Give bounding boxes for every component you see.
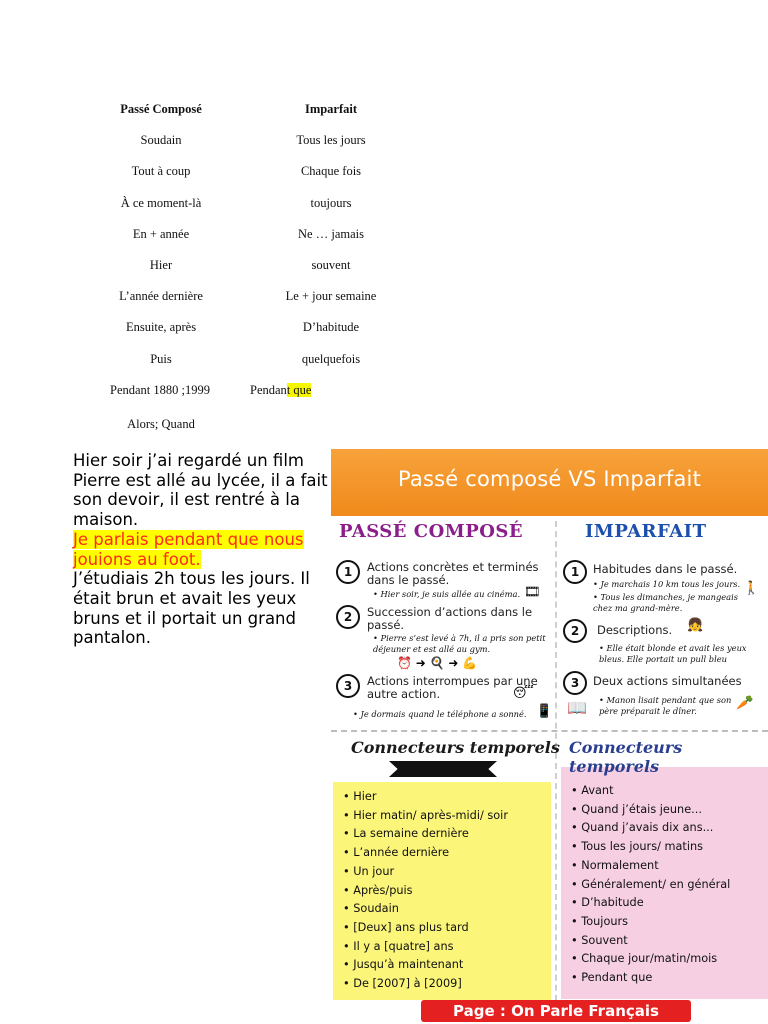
imp-cell: D’habitude xyxy=(302,320,360,334)
imp-cell-pendant-que: Pendant que xyxy=(250,383,312,397)
imp-example-1a: • Je marchais 10 km tous les jours. xyxy=(593,579,743,590)
imp-rule-3: Deux actions simultanées xyxy=(593,674,742,688)
imp-example-1b: • Tous les dimanches, je mangeais chez ma grand-mère. xyxy=(593,592,745,614)
sentence-imparfait: J’étudiais 2h tous les jours. Il était brun et avait les yeux bruns et il portait un grand pantalon. xyxy=(73,569,310,648)
infographic-title: Passé composé VS Imparfait xyxy=(397,467,701,491)
connector-item: • Soudain xyxy=(343,902,399,916)
imp-rule-1: Habitudes dans le passé. xyxy=(593,562,738,576)
pc-cell: Hier xyxy=(149,258,173,272)
pc-cell: Ensuite, après xyxy=(125,320,197,334)
number-2-badge: 2 xyxy=(563,619,587,643)
header-imparfait: Imparfait xyxy=(304,102,358,116)
sentence-passe-compose: Hier soir j’ai regardé un film Pierre est allé au lycée, il a fait son devoir, il est rentré à la maison. xyxy=(73,451,328,530)
imp-cell: Chaque fois xyxy=(300,164,362,178)
section-divider xyxy=(331,730,768,732)
pc-cell: À ce moment-là xyxy=(120,196,202,210)
black-ribbon xyxy=(389,761,497,777)
connector-item: • Il y a [quatre] ans xyxy=(343,939,454,953)
number-3-badge: 3 xyxy=(336,674,360,698)
connector-item: • Hier matin/ après-midi/ soir xyxy=(343,808,508,822)
connector-item: • Hier xyxy=(343,790,377,803)
pc-rule-1: Actions concrètes et terminés dans le passé. xyxy=(367,560,539,587)
pc-rule-3: Actions interrompues par une autre action. xyxy=(367,674,538,701)
connector-item: • Après/puis xyxy=(343,883,413,897)
text-highlight: t que xyxy=(286,383,312,397)
connector-item: • Quand j’étais jeune... xyxy=(571,802,702,816)
connector-item: • Généralement/ en général xyxy=(571,877,731,891)
imp-cell: quelquefois xyxy=(301,352,361,366)
phone-icon: 📱 xyxy=(536,704,553,719)
pc-cell: Puis xyxy=(150,352,172,366)
connector-item: • La semaine dernière xyxy=(343,827,469,841)
reading-child-icon: 📖 xyxy=(567,698,587,717)
connector-item: • L’année dernière xyxy=(343,846,450,860)
header-passe-compose: Passé Composé xyxy=(120,102,202,116)
connector-item: • Normalement xyxy=(571,858,659,872)
imp-rule-2: Descriptions. xyxy=(597,623,673,637)
imp-cell: Tous les jours xyxy=(296,133,366,147)
pc-example-3: • Je dormais quand le téléphone a sonné. xyxy=(353,709,543,720)
connector-item: • Quand j’avais dix ans... xyxy=(571,821,714,835)
pc-example-1: • Hier soir, je suis allée au cinéma. xyxy=(373,589,523,600)
walking-person-icon: 🚶 xyxy=(743,581,760,596)
connector-item: • De [2007] à [2009] xyxy=(343,977,462,990)
girl-avatar-icon: 👧 xyxy=(687,618,704,633)
sentence-highlighted: Je parlais pendant que nous jouions au foot. xyxy=(73,529,304,569)
example-sentences xyxy=(73,451,335,648)
clock-food-sport-icons: ⏰ ➜ 🍳 ➜ 💪 xyxy=(397,656,478,670)
connector-item: • Pendant que xyxy=(571,971,653,984)
connectors-title-right: Connecteurs temporels xyxy=(569,738,683,776)
connector-item: • D’habitude xyxy=(571,896,644,910)
imp-cell: souvent xyxy=(311,258,351,272)
number-1-badge: 1 xyxy=(336,560,360,584)
imp-cell: Ne … jamais xyxy=(298,227,364,241)
pc-cell: Tout à coup xyxy=(131,164,191,178)
connector-item: • Tous les jours/ matins xyxy=(571,840,704,854)
connector-item: • Souvent xyxy=(571,933,628,947)
imp-example-3: • Manon lisait pendant que son père préparait le dîner. xyxy=(599,695,739,717)
pc-cell: Alors; Quand xyxy=(127,417,195,431)
connector-item: • Un jour xyxy=(343,864,395,878)
pc-cell: L’année dernière xyxy=(119,289,203,303)
vegetables-icon: 🥕 xyxy=(736,695,754,711)
connector-item: • Avant xyxy=(571,784,614,797)
column-divider xyxy=(555,521,559,1021)
cinema-icon: 🎞 xyxy=(524,585,541,600)
infographic-image xyxy=(331,449,768,1024)
connector-item: • [Deux] ans plus tard xyxy=(343,920,469,934)
page-credit: Page : On Parle Français xyxy=(421,1000,691,1022)
connector-item: • Chaque jour/matin/mois xyxy=(571,952,718,966)
number-2-badge: 2 xyxy=(336,605,360,629)
connector-item: • Toujours xyxy=(571,914,629,928)
pc-example-2: • Pierre s’est levé à 7h, il a pris son petit déjeuner et est allé au gym. xyxy=(373,633,549,655)
number-1-badge: 1 xyxy=(563,560,587,584)
passe-compose-heading: PASSÉ COMPOSÉ xyxy=(339,521,524,542)
imp-cell: toujours xyxy=(310,196,352,210)
imp-cell: Le + jour semaine xyxy=(285,289,377,303)
imp-example-2: • Elle était blonde et avait les yeux bleus. Elle portait un pull bleu xyxy=(599,643,764,665)
pc-cell: Soudain xyxy=(140,133,182,147)
connectors-title-left: Connecteurs temporels xyxy=(351,738,560,757)
connector-item: • Jusqu’à maintenant xyxy=(343,958,464,972)
imparfait-heading: IMPARFAIT xyxy=(585,521,707,542)
pc-cell: Pendant 1880 ;1999 xyxy=(110,383,210,397)
number-3-badge: 3 xyxy=(563,671,587,695)
pc-rule-2: Succession d’actions dans le passé. xyxy=(367,605,533,632)
pc-cell: En + année xyxy=(132,227,190,241)
sleepy-face-icon: 😴 xyxy=(513,686,534,701)
